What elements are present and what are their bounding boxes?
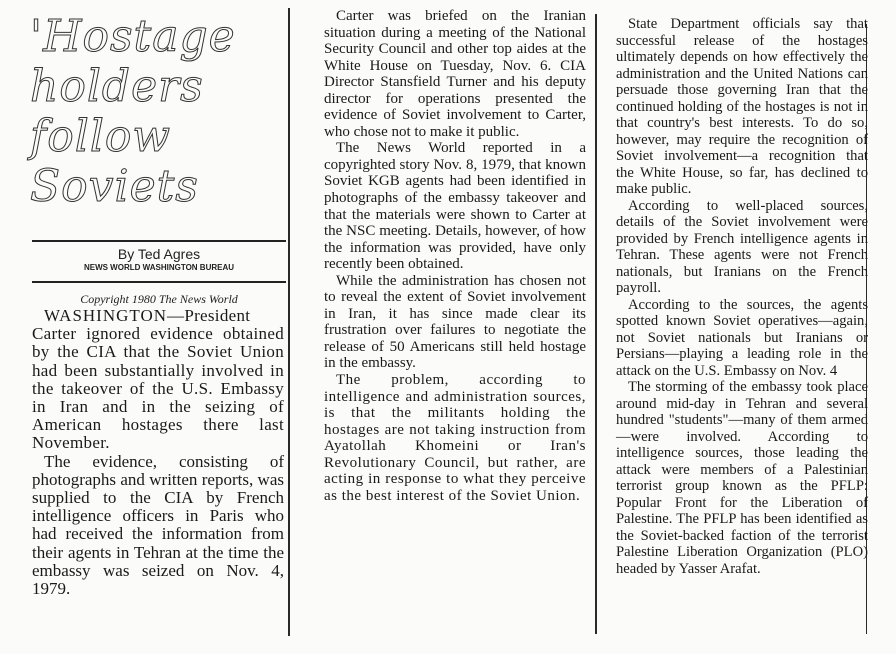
paragraph: According to the sources, the agents spotted known Soviet operatives—again, not Soviet nationals but Iranians or Persians—playing a leading role in the attack on the U.S. Embassy on Nov. 4 (616, 296, 868, 379)
dateline: WASHINGTON (44, 306, 168, 325)
byline: By Ted Agres (117, 246, 201, 262)
paragraph: While the administration has chosen not to reveal the extent of Soviet involvement in Iran, it has since made clear its frustration over failures to negotiate the release of 50 Americans still held hostage in the embassy. (324, 272, 586, 372)
headline-line: 'Hostage (30, 11, 236, 62)
paragraph (32, 307, 284, 453)
paragraph: State Department officials say that successful release of the hostages ultimately depends on how effectively the administration and the United Nations can persuade those governing Iran that the continued holding of the hostages is not in that country's best interests. To do so, however, may require the recognition of Soviet involvement—a recognition that the White House, so far, has declined to make public. (616, 16, 868, 197)
paragraph-text: —President Carter ignored evidence obtained by the CIA that the Soviet Union had been substantially involved in the takeover of the U.S. Embassy in Iran and in the seizing of American hostages there last November. (32, 306, 284, 453)
paragraph: The evidence, consisting of photographs and written reports, was supplied to the CIA by French intelligence officers in Paris who had received the information from their agents in Tehran at the time the embassy was seized on Nov. 4, 1979. (32, 451, 284, 599)
bureau-credit: NEWS WORLD WASHINGTON BUREAU (83, 263, 235, 272)
headline-line: holders (30, 61, 204, 112)
byline-top-rule (32, 240, 286, 242)
paragraph: According to well-placed sources, details of the Soviet involvement were provided by French intelligence agents in Tehran. These agents were not French nationals, but Iranians on the French payroll. (616, 197, 868, 296)
column-rule-1 (288, 8, 290, 636)
paragraph: The storming of the embassy took place around mid-day in Tehran and several hundred "students"—many of them armed—were involved. According to intelligence sources, those leading the attack were members of a Palestinian terrorist group known as the PFLP: Popular Front for the Liberation of Palestine. The PFLP has been identified as the Soviet-backed faction of the terrorist Palestine Liberation Organization (PLO) headed by Yasser Arafat. (616, 379, 868, 577)
column-3-body (616, 16, 868, 577)
paragraph: Carter was briefed on the Iranian situation during a meeting of the National Security Council and other top aides at the White House on Tuesday, Nov. 6. CIA Director Stansfield Turner and his deputy director for operations presented the evidence of Soviet involvement to Carter, who chose not to make it public. (324, 8, 586, 140)
paragraph: The News World reported in a copyrighted story Nov. 8, 1979, that known Soviet KGB agents had been identified in photographs of the embassy takeover and that the materials were shown to Carter at the NSC meeting. Details, however, of how the information was provided, have only recently been obtained. (324, 140, 586, 273)
column-rule-2 (595, 14, 597, 634)
byline-bottom-rule (32, 281, 286, 283)
column-1-body (32, 307, 284, 598)
column-2-body (324, 8, 586, 504)
headline (30, 12, 280, 212)
paragraph: The problem, according to intelligence and administration sources, is that the militants holding the hostages are not taking instruction from Ayatollah Khomeini or Iran's Revolutionary Council, but rather, are acting in response to what they perceive as the best interest of the Soviet Union. (324, 372, 586, 504)
copyright-line: Copyright 1980 The News World (80, 292, 238, 306)
headline-line: Soviets (30, 161, 199, 212)
headline-line: follow (30, 111, 172, 162)
